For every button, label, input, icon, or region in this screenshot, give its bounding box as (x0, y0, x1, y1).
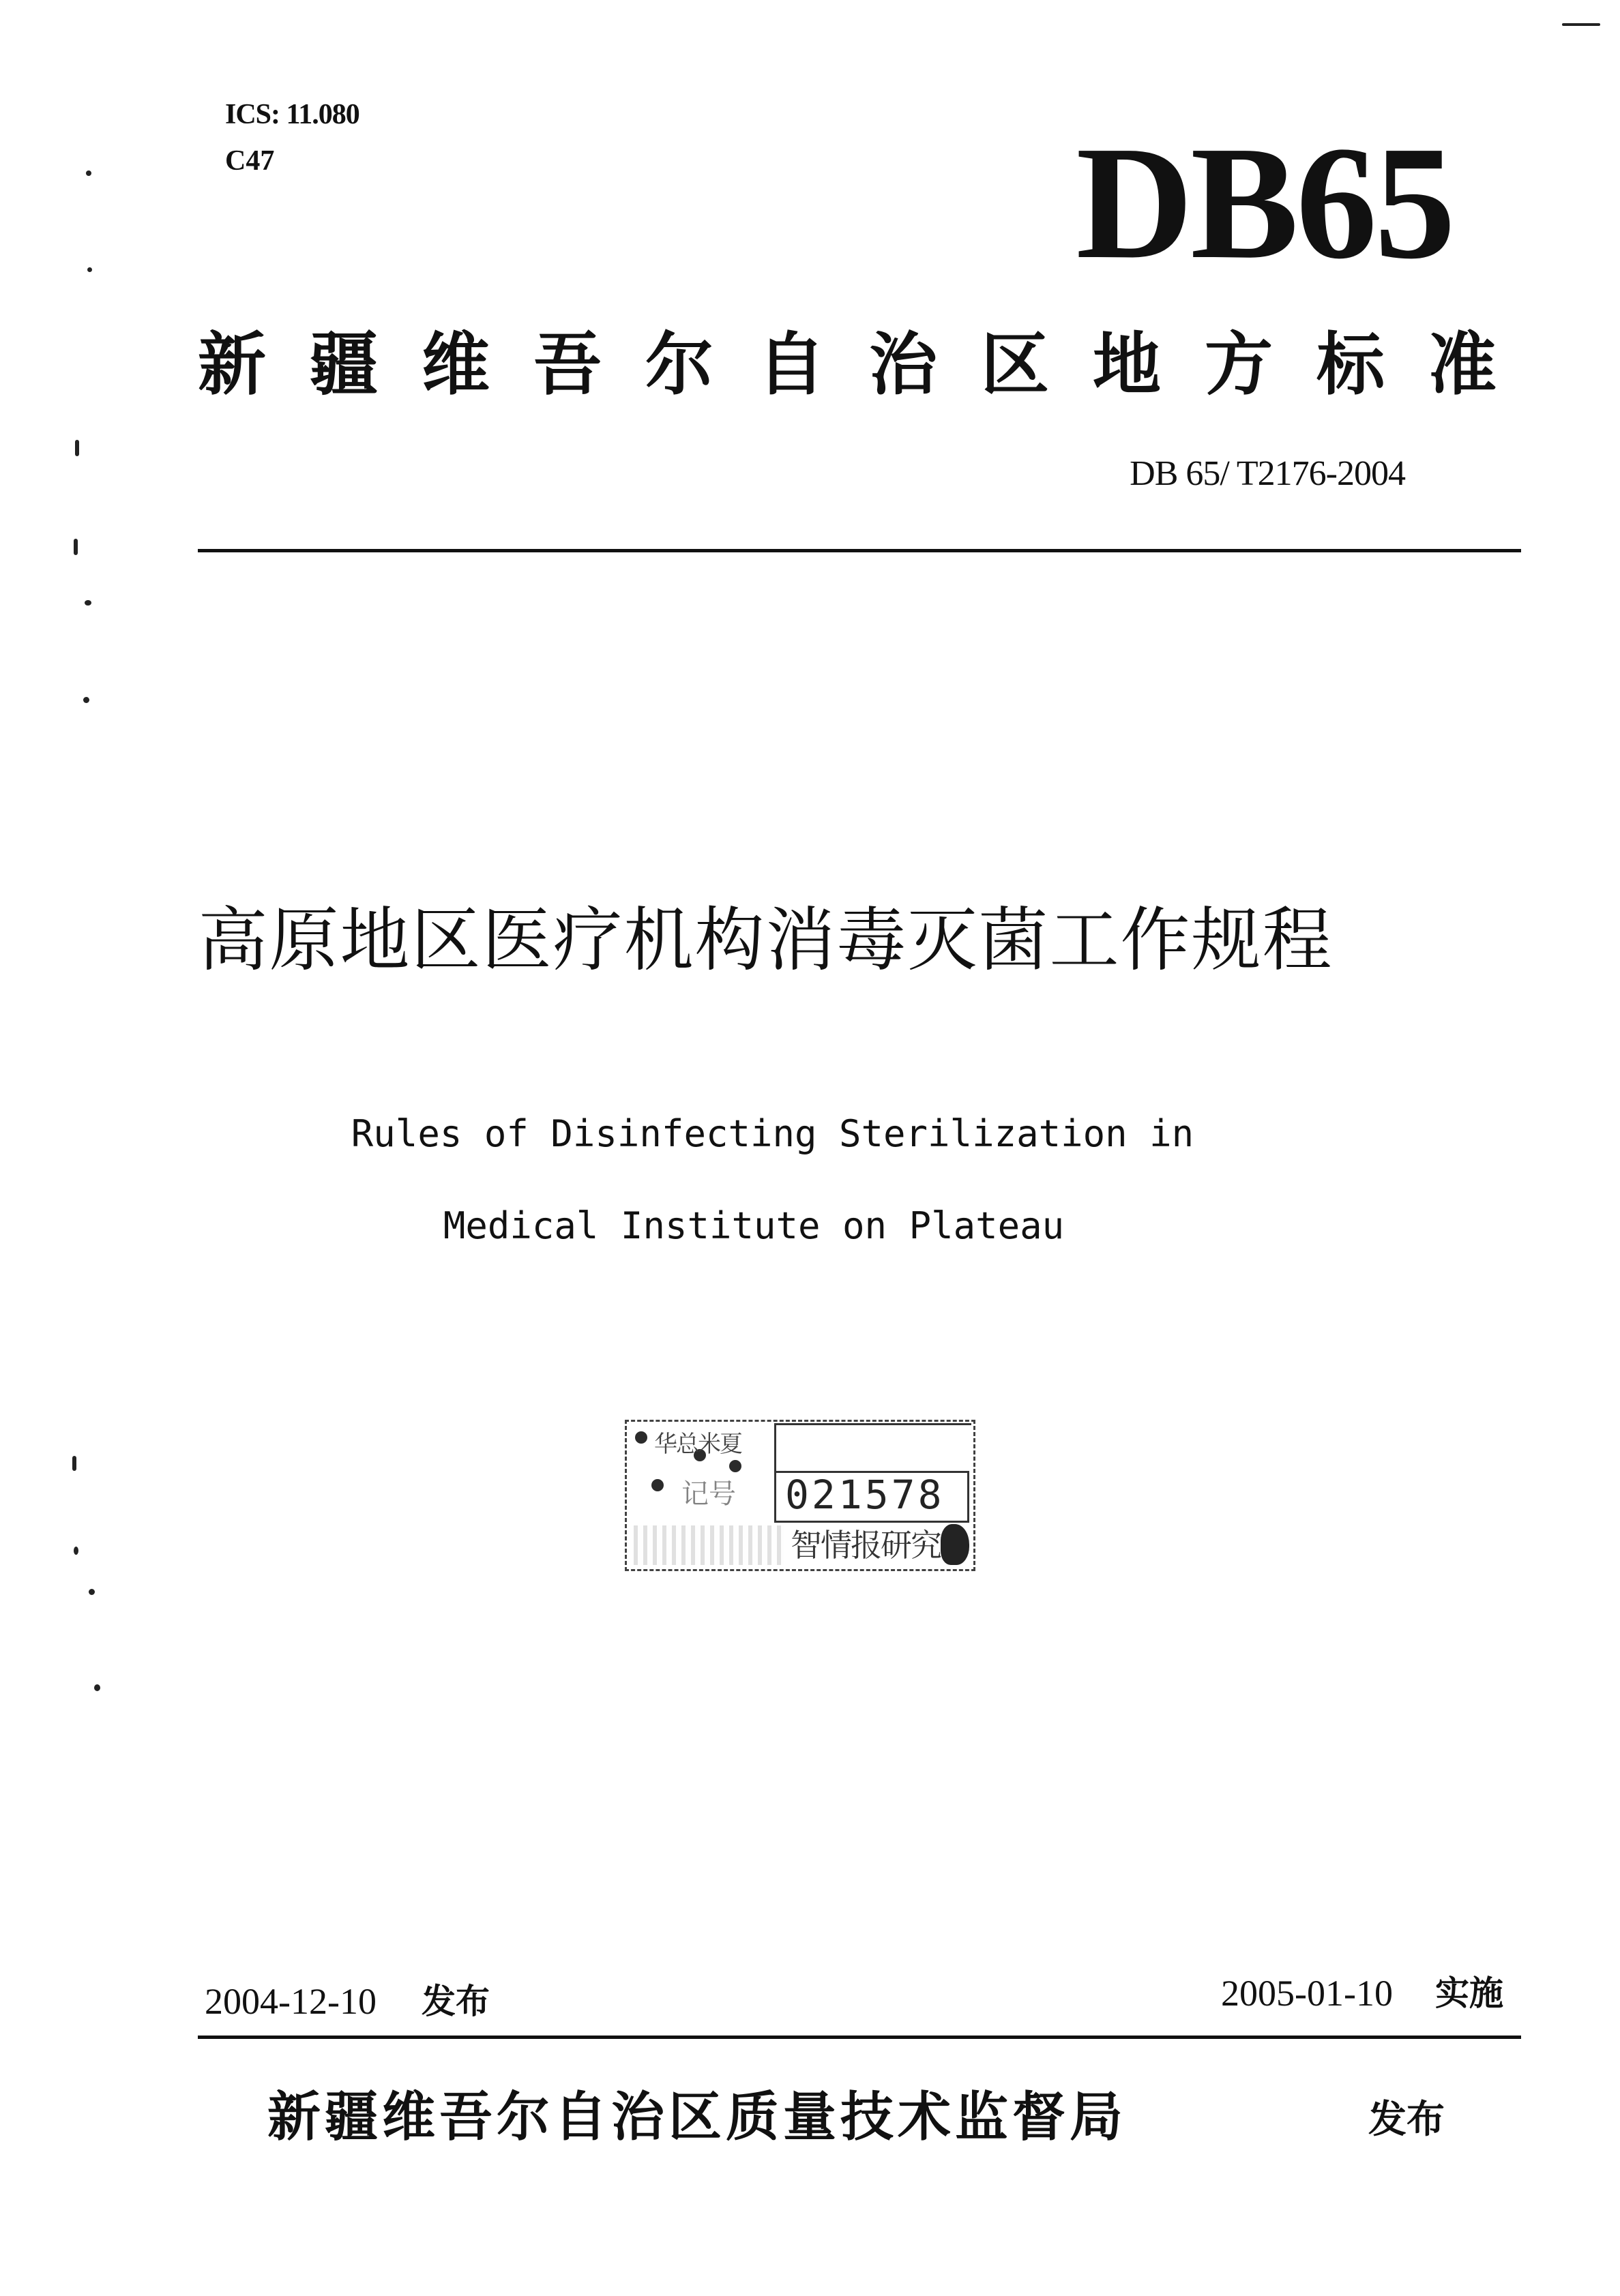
implemented-date: 2005-01-10 (1221, 1973, 1393, 2014)
scan-speck (74, 539, 78, 555)
standard-code: DB 65/ T2176-2004 (1130, 454, 1405, 493)
stamp-hole (729, 1460, 741, 1472)
scan-speck (83, 697, 89, 703)
document-title-zh: 高原地区医疗机构消毒灭菌工作规程 (198, 900, 1334, 981)
issued-date: 2004-12-10 (205, 1981, 377, 2022)
standard-title: 新疆维吾尔自治区地方标准 (198, 325, 1540, 404)
scan-speck (85, 600, 91, 606)
scan-speck (72, 1456, 76, 1471)
scan-speck (94, 1684, 100, 1691)
scan-speck (89, 1589, 95, 1595)
stamp-bottom-text: 智情报研究 (791, 1527, 941, 1564)
scan-speck (75, 440, 79, 456)
stamp-top-box (774, 1423, 971, 1473)
library-stamp (625, 1420, 975, 1571)
issuing-authority: 新疆维吾尔自治区质量技术监督局 (267, 2087, 1128, 2148)
implemented-label: 实施 (1435, 1973, 1503, 2013)
scan-speck (86, 170, 91, 176)
issued-label: 发布 (422, 1982, 490, 2021)
scan-speck (87, 267, 92, 272)
issuing-authority-suffix: 发布 (1368, 2098, 1445, 2142)
stamp-hole (651, 1479, 664, 1491)
ics-code: ICS: 11.080 (225, 99, 359, 130)
footer-divider (198, 2036, 1521, 2039)
standard-brand: DB65 (1076, 113, 1453, 293)
stamp-number: 021578 (785, 1472, 945, 1518)
scan-speck (1562, 23, 1600, 26)
document-title-en-line2: Medical Institute on Plateau (443, 1204, 1065, 1247)
document-title-en-line1: Rules of Disinfecting Sterilization in (351, 1112, 1194, 1155)
category-code: C47 (225, 145, 275, 177)
stamp-hole (635, 1431, 647, 1444)
scan-speck (74, 1547, 78, 1555)
stamp-faded-text (634, 1525, 784, 1565)
stamp-ink-blot (941, 1524, 969, 1565)
stamp-middle-label: 记号 (681, 1478, 736, 1510)
header-divider (198, 549, 1521, 552)
stamp-top-text: 华总米夏 (654, 1431, 741, 1458)
